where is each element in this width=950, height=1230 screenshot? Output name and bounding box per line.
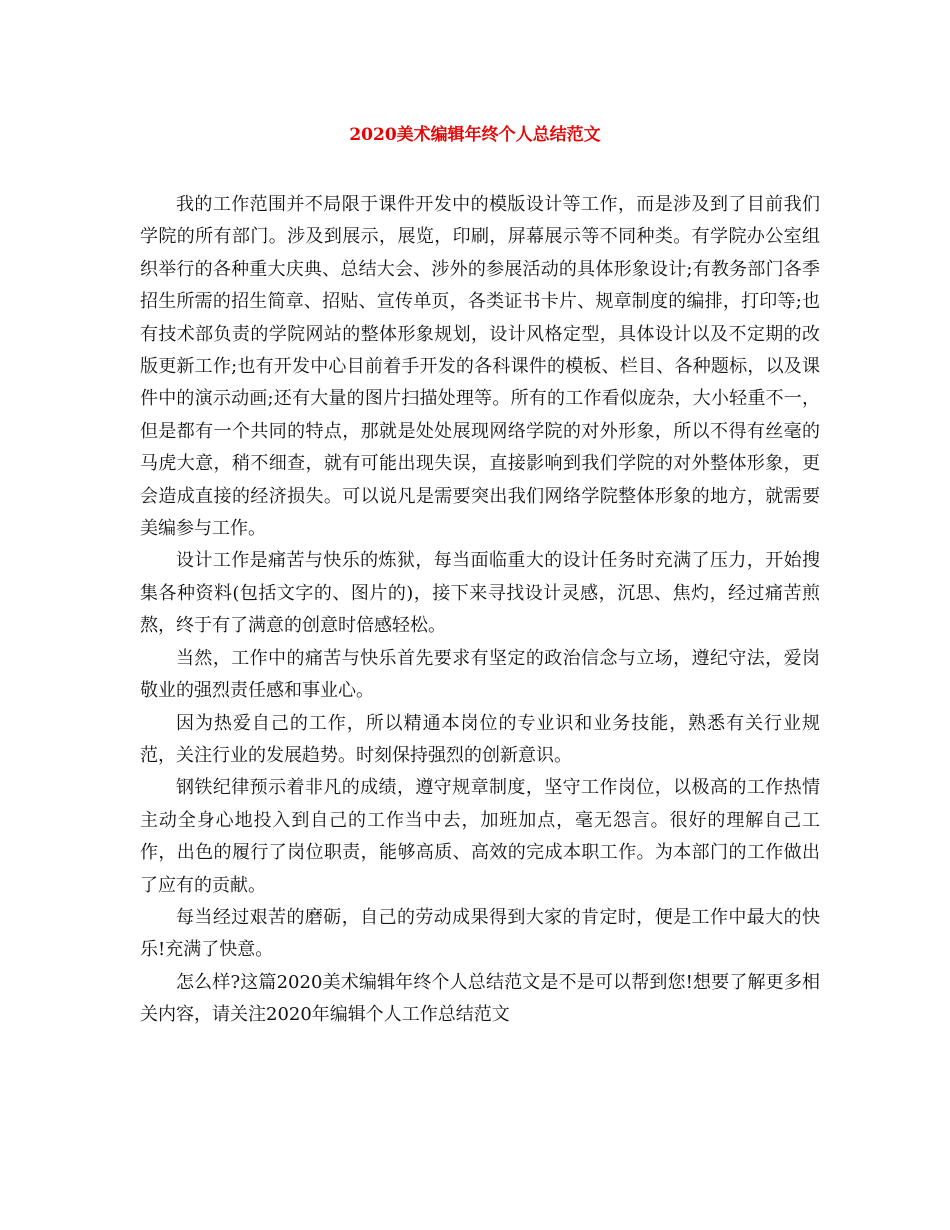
paragraph-joy: 每当经过艰苦的磨砺，自己的劳动成果得到大家的肯定时，便是工作中最大的快乐!充满了快意。 <box>140 906 820 961</box>
document-title: 2020美术编辑年终个人总结范文 <box>349 125 601 145</box>
paragraph-design-work: 设计工作是痛苦与快乐的炼狱，每当面临重大的设计任务时充满了压力，开始搜集各种资料(包括文字的、图片的)，接下来寻找设计灵感，沉思、焦灼，经过痛苦煎熬，终于有了满意的创意时倍感轻松。 <box>140 550 820 637</box>
paragraph-work-scope: 我的工作范围并不局限于课件开发中的模版设计等工作，而是涉及到了目前我们学院的所有部门。涉及到展示，展览，印刷，屏幕展示等不同种类。有学院办公室组织举行的各种重大庆典、总结大会、涉外的参展活动的具体形象设计;有教务部门各季招生所需的招生简章、招贴、宣传单页，各类证书卡片、规章制度的编排，打印等;也有技术部负责的学院网站的整体形象规划，设计风格定型，具体设计以及不定期的改版更新工作;也有开发中心目前着手开发的各科课件的模板、栏目、各种题标，以及课件中的演示动画;还有大量的图片扫描处理等。所有的工作看似庞杂，大小轻重不一，但是都有一个共同的特点，那就是处处展现网络学院的对外形象，所以不得有丝毫的马虎大意，稍不细查，就有可能出现失误，直接影响到我们学院的对外整体形象，更会造成直接的经济损失。可以说凡是需要突出我们网络学院整体形象的地方，就需要美编参与工作。 <box>140 194 820 540</box>
paragraph-political-belief: 当然，工作中的痛苦与快乐首先要求有坚定的政治信念与立场，遵纪守法，爱岗敬业的强烈责任感和事业心。 <box>140 647 820 702</box>
paragraph-closing: 怎么样?这篇2020美术编辑年终个人总结范文是不是可以帮到您!想要了解更多相关内容，请关注2020年编辑个人工作总结范文 <box>140 971 820 1026</box>
document-body <box>140 189 820 1032</box>
paragraph-professional-skills: 因为热爱自己的工作，所以精通本岗位的专业识和业务技能，熟悉有关行业规范，关注行业的发展趋势。时刻保持强烈的创新意识。 <box>140 712 820 766</box>
paragraph-discipline: 钢铁纪律预示着非凡的成绩，遵守规章制度，坚守工作岗位，以极高的工作热情主动全身心地投入到自己的工作当中去，加班加点，毫无怨言。很好的理解自己工作，出色的履行了岗位职责，能够高质、高效的完成本职工作。为本部门的工作做出了应有的贡献。 <box>140 777 820 896</box>
